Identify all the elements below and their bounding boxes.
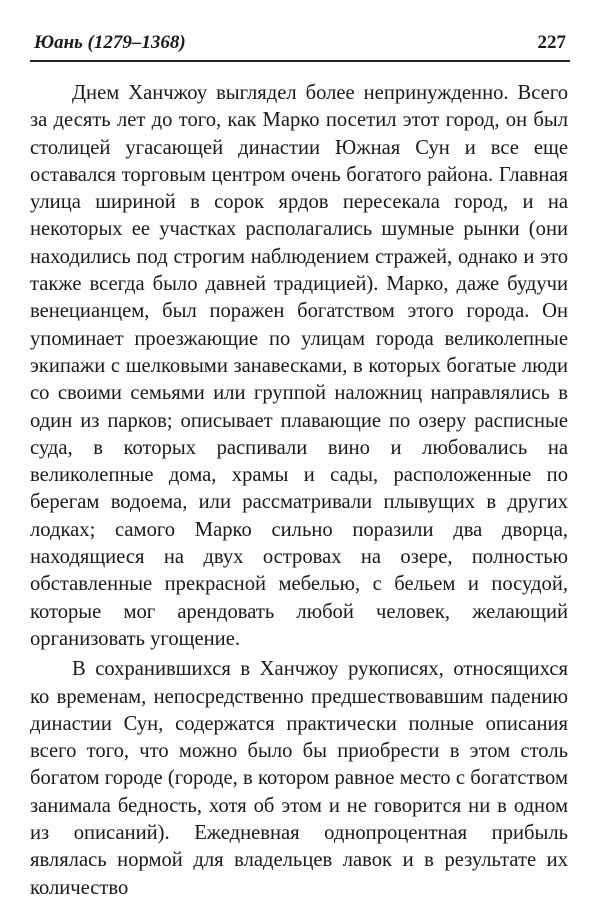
page-number: 227 (537, 32, 566, 53)
body-text (30, 80, 568, 902)
running-title: Юань (1279–1368) (34, 32, 186, 53)
paragraph: Днем Ханчжоу выглядел более непринужденно. Всего за десять лет до того, как Марко посетил этот город, он был столицей угасающей династии Южная Сун и все еще оставался торговым центром очень богатого района. Главная улица шириной в сорок ярдов пересекала город, и на некоторых ее участках располагались шумные рынки (они находились под строгим наблюдением стражей, однако и это также всегда было давней традицией). Марко, даже будучи венецианцем, был поражен богатством этого города. Он упоминает проезжающие по улицам города великолепные экипажи с шелковыми занавесками, в которых богатые люди со своими семьями или группой наложниц направлялись в один из парков; описывает плавающие по озеру расписные суда, в которых распивали вино и любовались на великолепные дома, храмы и сады, расположенные по берегам водоема, или рассматривали плывущих в других лодках; самого Марко сильно поразили два дворца, находящиеся на двух островах на озере, полностью обставленные прекрасной мебелью, с бельем и посудой, которые мог арендовать любой человек, желающий организовать угощение. (30, 82, 568, 650)
running-header (30, 28, 566, 56)
paragraph: В сохранившихся в Ханчжоу рукописях, относящихся ко временам, непосредственно предшествовавшим падению династии Сун, содержатся практически полные описания всего того, что можно было бы приобрести в этом столь богатом городе (городе, в котором равное место с богатством занимала бедность, хотя об этом и не говорится ни в одном из описаний). Ежедневная однопроцентная прибыль являлась нормой для владельцев лавок и в результате их количество (30, 658, 568, 899)
header-rule (30, 60, 570, 62)
